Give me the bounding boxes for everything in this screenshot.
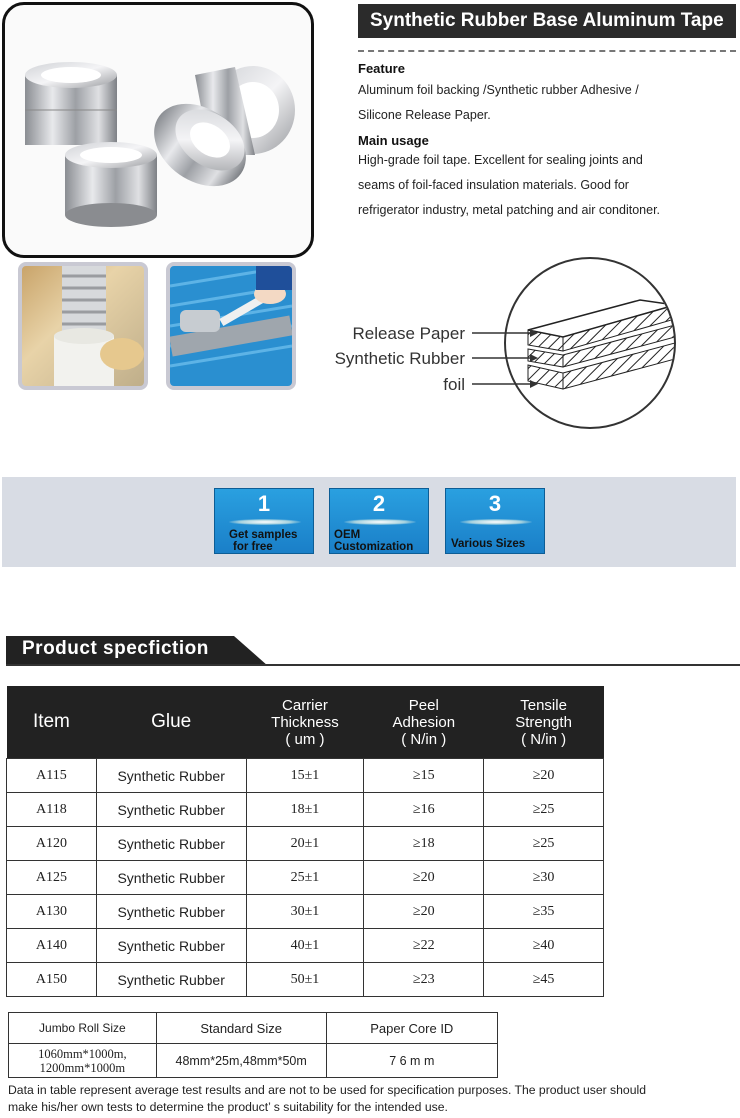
header-line: ( N/in ) [401,730,447,748]
badge-number: 2 [372,491,386,516]
disclaimer-line: Data in table represent average test results and are not to be used for specification purposes. The product user should [8,1083,646,1097]
size-row [9,1044,498,1078]
cell-item: A125 [7,861,97,895]
cell-glue: Synthetic Rubber [96,793,246,827]
size-cell-core: 7 6 m m [326,1044,497,1078]
layer-label-synthetic-rubber: Synthetic Rubber [334,349,465,368]
column-header-item [7,686,97,759]
spec-table [6,686,604,997]
cell-item: A150 [7,963,97,997]
cell-thickness: 50±1 [246,963,364,997]
badge-label-line: Various Sizes [451,538,526,550]
cell-tensile: ≥25 [484,827,604,861]
table-row [7,895,604,929]
size-header-row [9,1013,498,1044]
cell-thickness: 20±1 [246,827,364,861]
cell-peel: ≥20 [364,895,484,929]
cell-tensile: ≥25 [484,793,604,827]
cell-thickness: 30±1 [246,895,364,929]
header-line: Glue [151,711,192,732]
table-row [7,929,604,963]
cell-glue: Synthetic Rubber [96,759,246,793]
cell-tensile: ≥45 [484,963,604,997]
cell-peel: ≥20 [364,861,484,895]
cell-tensile: ≥20 [484,759,604,793]
disclaimer-line: make his/her own tests to determine the product’ s suitability for the intended use. [8,1100,448,1114]
column-header-tensile [484,686,604,759]
disclaimer [8,1082,688,1116]
spec-header-row [7,686,604,759]
size-header-core: Paper Core ID [326,1013,497,1044]
cell-thickness: 40±1 [246,929,364,963]
badge-number: 3 [488,491,502,516]
cell-peel: ≥18 [364,827,484,861]
badge-label [215,529,327,553]
feature-heading: Feature [358,61,405,76]
page-title: Synthetic Rubber Base Aluminum Tape [358,4,736,38]
header-line: Thickness [271,713,339,731]
badge-label [330,529,432,553]
duct-application-photo [18,262,148,390]
size-table [8,1012,498,1078]
cell-glue: Synthetic Rubber [96,827,246,861]
table-row [7,827,604,861]
cell-thickness: 18±1 [246,793,364,827]
layer-label-foil: foil [443,375,465,394]
column-header-thickness [246,686,364,759]
cell-item: A130 [7,895,97,929]
spec-divider [6,664,740,666]
layer-label-release-paper: Release Paper [352,324,465,343]
usage-heading: Main usage [358,133,429,148]
feature-text [358,78,639,128]
service-badge-sizes[interactable] [445,488,545,554]
product-photo [2,2,314,258]
cell-glue: Synthetic Rubber [96,929,246,963]
cell-item: A118 [7,793,97,827]
spec-heading: Product specfiction [22,638,209,659]
header-line: Strength [515,713,572,731]
usage-line: seams of foil-faced insulation materials. Good for [358,178,629,192]
usage-text [358,148,660,223]
usage-line: refrigerator industry, metal patching and air conditoner. [358,203,661,217]
cell-thickness: 15±1 [246,759,364,793]
jumbo-line: 1200mm*1000m [39,1060,126,1075]
usage-line: High-grade foil tape. Excellent for sealing joints and [358,153,643,167]
cell-glue: Synthetic Rubber [96,861,246,895]
header-line: Item [32,711,70,732]
header-line: Tensile [520,696,567,714]
header-line: Carrier [282,696,328,714]
size-cell-jumbo [9,1044,157,1078]
glow-decoration [229,519,301,525]
badge-label-line: Get samples [229,529,298,541]
cell-thickness: 25±1 [246,861,364,895]
size-header-standard: Standard Size [156,1013,326,1044]
cell-glue: Synthetic Rubber [96,963,246,997]
badge-label-line: for free [233,541,273,553]
header-line: ( um ) [285,730,325,748]
size-cell-standard: 48mm*25m,48mm*50m [156,1044,326,1078]
service-badge-samples[interactable] [214,488,314,554]
cell-glue: Synthetic Rubber [96,895,246,929]
feature-line: Aluminum foil backing /Synthetic rubber Adhesive / [358,83,639,97]
badge-label-line: Customization [334,541,414,553]
tape-rolls-illustration [5,5,311,255]
badge-label-line: OEM [334,529,361,541]
table-row [7,963,604,997]
cell-item: A115 [7,759,97,793]
header-line: Peel [408,696,439,714]
table-row [7,759,604,793]
layer-diagram [460,255,740,435]
cell-peel: ≥22 [364,929,484,963]
service-badge-oem[interactable] [329,488,429,554]
column-header-glue [96,686,246,759]
glow-decoration [460,519,532,525]
cell-tensile: ≥40 [484,929,604,963]
table-row [7,861,604,895]
badge-number: 1 [257,491,271,516]
glow-decoration [344,519,416,525]
cell-tensile: ≥30 [484,861,604,895]
size-header-jumbo: Jumbo Roll Size [9,1013,157,1044]
cell-peel: ≥15 [364,759,484,793]
table-row [7,793,604,827]
cell-item: A140 [7,929,97,963]
jumbo-line: 1060mm*1000m, [38,1046,127,1061]
badge-label [446,538,549,550]
duct-illustration [22,266,144,386]
divider [358,50,736,52]
cell-item: A120 [7,827,97,861]
cell-tensile: ≥35 [484,895,604,929]
header-line: Adhesion [392,713,456,731]
cell-peel: ≥23 [364,963,484,997]
column-header-peel [364,686,484,759]
cell-peel: ≥16 [364,793,484,827]
header-line: ( N/in ) [521,730,567,748]
feature-line: Silicone Release Paper. [358,108,491,122]
